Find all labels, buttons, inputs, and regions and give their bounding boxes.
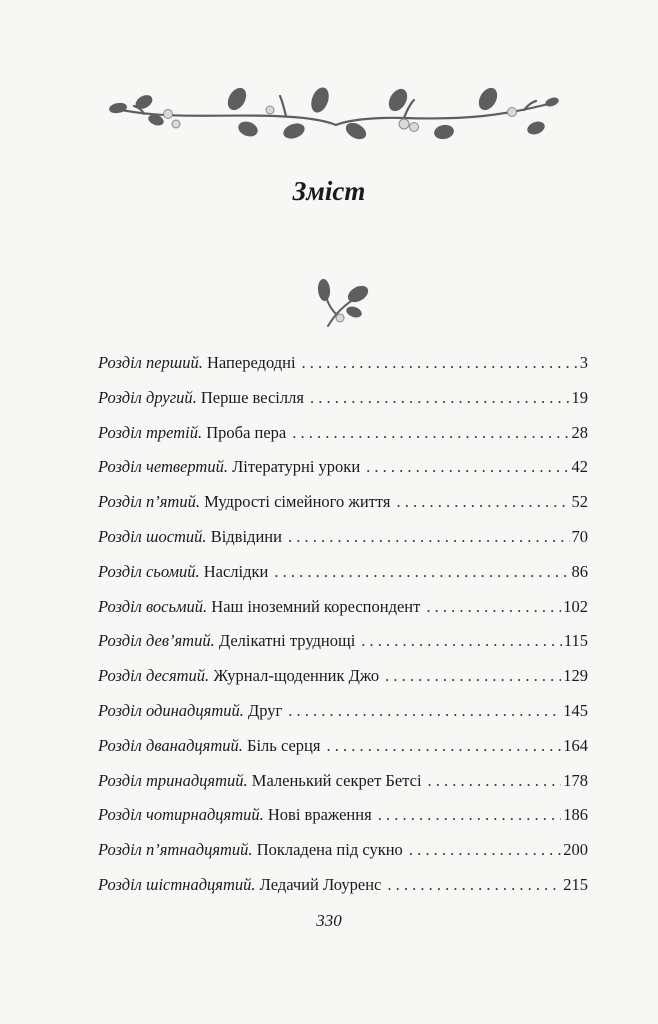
page-ref: 70 [571,526,588,546]
dot-leader [310,388,570,408]
chapter-title: Біль серця [247,735,321,755]
page-ref: 145 [563,700,588,720]
dot-leader [292,423,569,443]
leaf-sprig-icon [312,278,372,330]
page-number: 330 [316,911,342,930]
toc-entry [98,597,588,632]
chapter-label: Розділ третій. [98,422,203,442]
chapter-label: Розділ дев’ятий. [98,631,215,651]
page-ref: 178 [563,770,588,790]
chapter-title: Літературні уроки [232,457,361,477]
chapter-title: Покладена під сукно [256,840,403,860]
chapter-title: Перше весілля [200,387,304,407]
dot-leader [366,457,569,477]
toc-entry [98,562,588,597]
chapter-label: Розділ другий. [98,387,197,407]
chapter-label: Розділ чотирнадцятий. [98,805,264,825]
chapter-title: Відвідини [210,526,282,546]
chapter-label: Розділ десятий. [98,666,210,686]
dot-leader [288,701,561,721]
chapter-title: Наш іноземний кореспондент [211,596,421,616]
chapter-title: Друг [247,700,283,720]
dot-leader [428,771,562,791]
vine-with-leaves-and-roses-icon [104,80,564,150]
dot-leader [396,492,569,512]
chapter-title: Мудрості сімейного життя [204,492,391,512]
chapter-title: Напередодні [207,353,296,372]
chapter-label: Розділ дванадцятий. [98,735,243,755]
chapter-title: Проба пера [206,422,287,442]
chapter-title: Наслідки [203,561,269,581]
toc-entry [98,527,588,562]
toc-entry [98,666,588,701]
chapter-label: Розділ сьомий. [98,561,200,581]
toc-entry [98,423,588,458]
page-ref: 215 [563,874,588,894]
toc-entry [98,736,588,771]
page-ref: 115 [563,631,588,651]
dot-leader [385,666,561,686]
chapter-title: Журнал-щоденник Джо [213,666,380,686]
toc-entry [98,353,588,388]
dot-leader [426,597,561,617]
toc-entry [98,771,588,806]
toc-entry [98,388,588,423]
toc-entry [98,701,588,736]
chapter-label: Розділ шістнадцятий. [98,874,256,894]
dot-leader [326,736,561,756]
chapter-title: Ледачий Лоуренс [259,874,382,894]
dot-leader [288,527,570,547]
chapter-label: Розділ перший. [98,353,203,372]
page-ref: 42 [571,457,588,477]
page-ref: 129 [563,666,588,686]
chapter-label: Розділ шостий. [98,526,207,546]
dot-leader [361,631,562,651]
page-ref: 86 [571,561,588,581]
page-ref: 19 [571,387,588,407]
page-ref: 28 [571,422,588,442]
toc-entry [98,457,588,492]
chapter-label: Розділ п’ятий. [98,492,200,512]
toc-entry [98,875,588,910]
chapter-label: Розділ п’ятнадцятий. [98,840,253,860]
table-of-contents [98,353,588,910]
dot-leader [302,353,578,373]
chapter-label: Розділ восьмий. [98,596,208,616]
dot-leader [274,562,569,582]
toc-entry [98,805,588,840]
toc-entry [98,840,588,875]
page-ref: 52 [571,492,588,512]
chapter-label: Розділ одинадцятий. [98,700,244,720]
page-ref: 164 [563,735,588,755]
chapter-title: Делікатні труднощі [218,631,356,651]
chapter-title: Нові враження [267,805,372,825]
toc-entry [98,492,588,527]
chapter-label: Розділ четвертий. [98,457,228,477]
dot-leader [378,805,562,825]
page-ref: 200 [563,840,588,860]
page-ref: 3 [579,353,588,372]
page-ref: 102 [563,596,588,616]
dot-leader [387,875,561,895]
page-ref: 186 [563,805,588,825]
chapter-title: Маленький секрет Бетсі [251,770,422,790]
toc-entry [98,631,588,666]
chapter-label: Розділ тринадцятий. [98,770,248,790]
page-title: Зміст [292,176,366,206]
dot-leader [409,840,561,860]
